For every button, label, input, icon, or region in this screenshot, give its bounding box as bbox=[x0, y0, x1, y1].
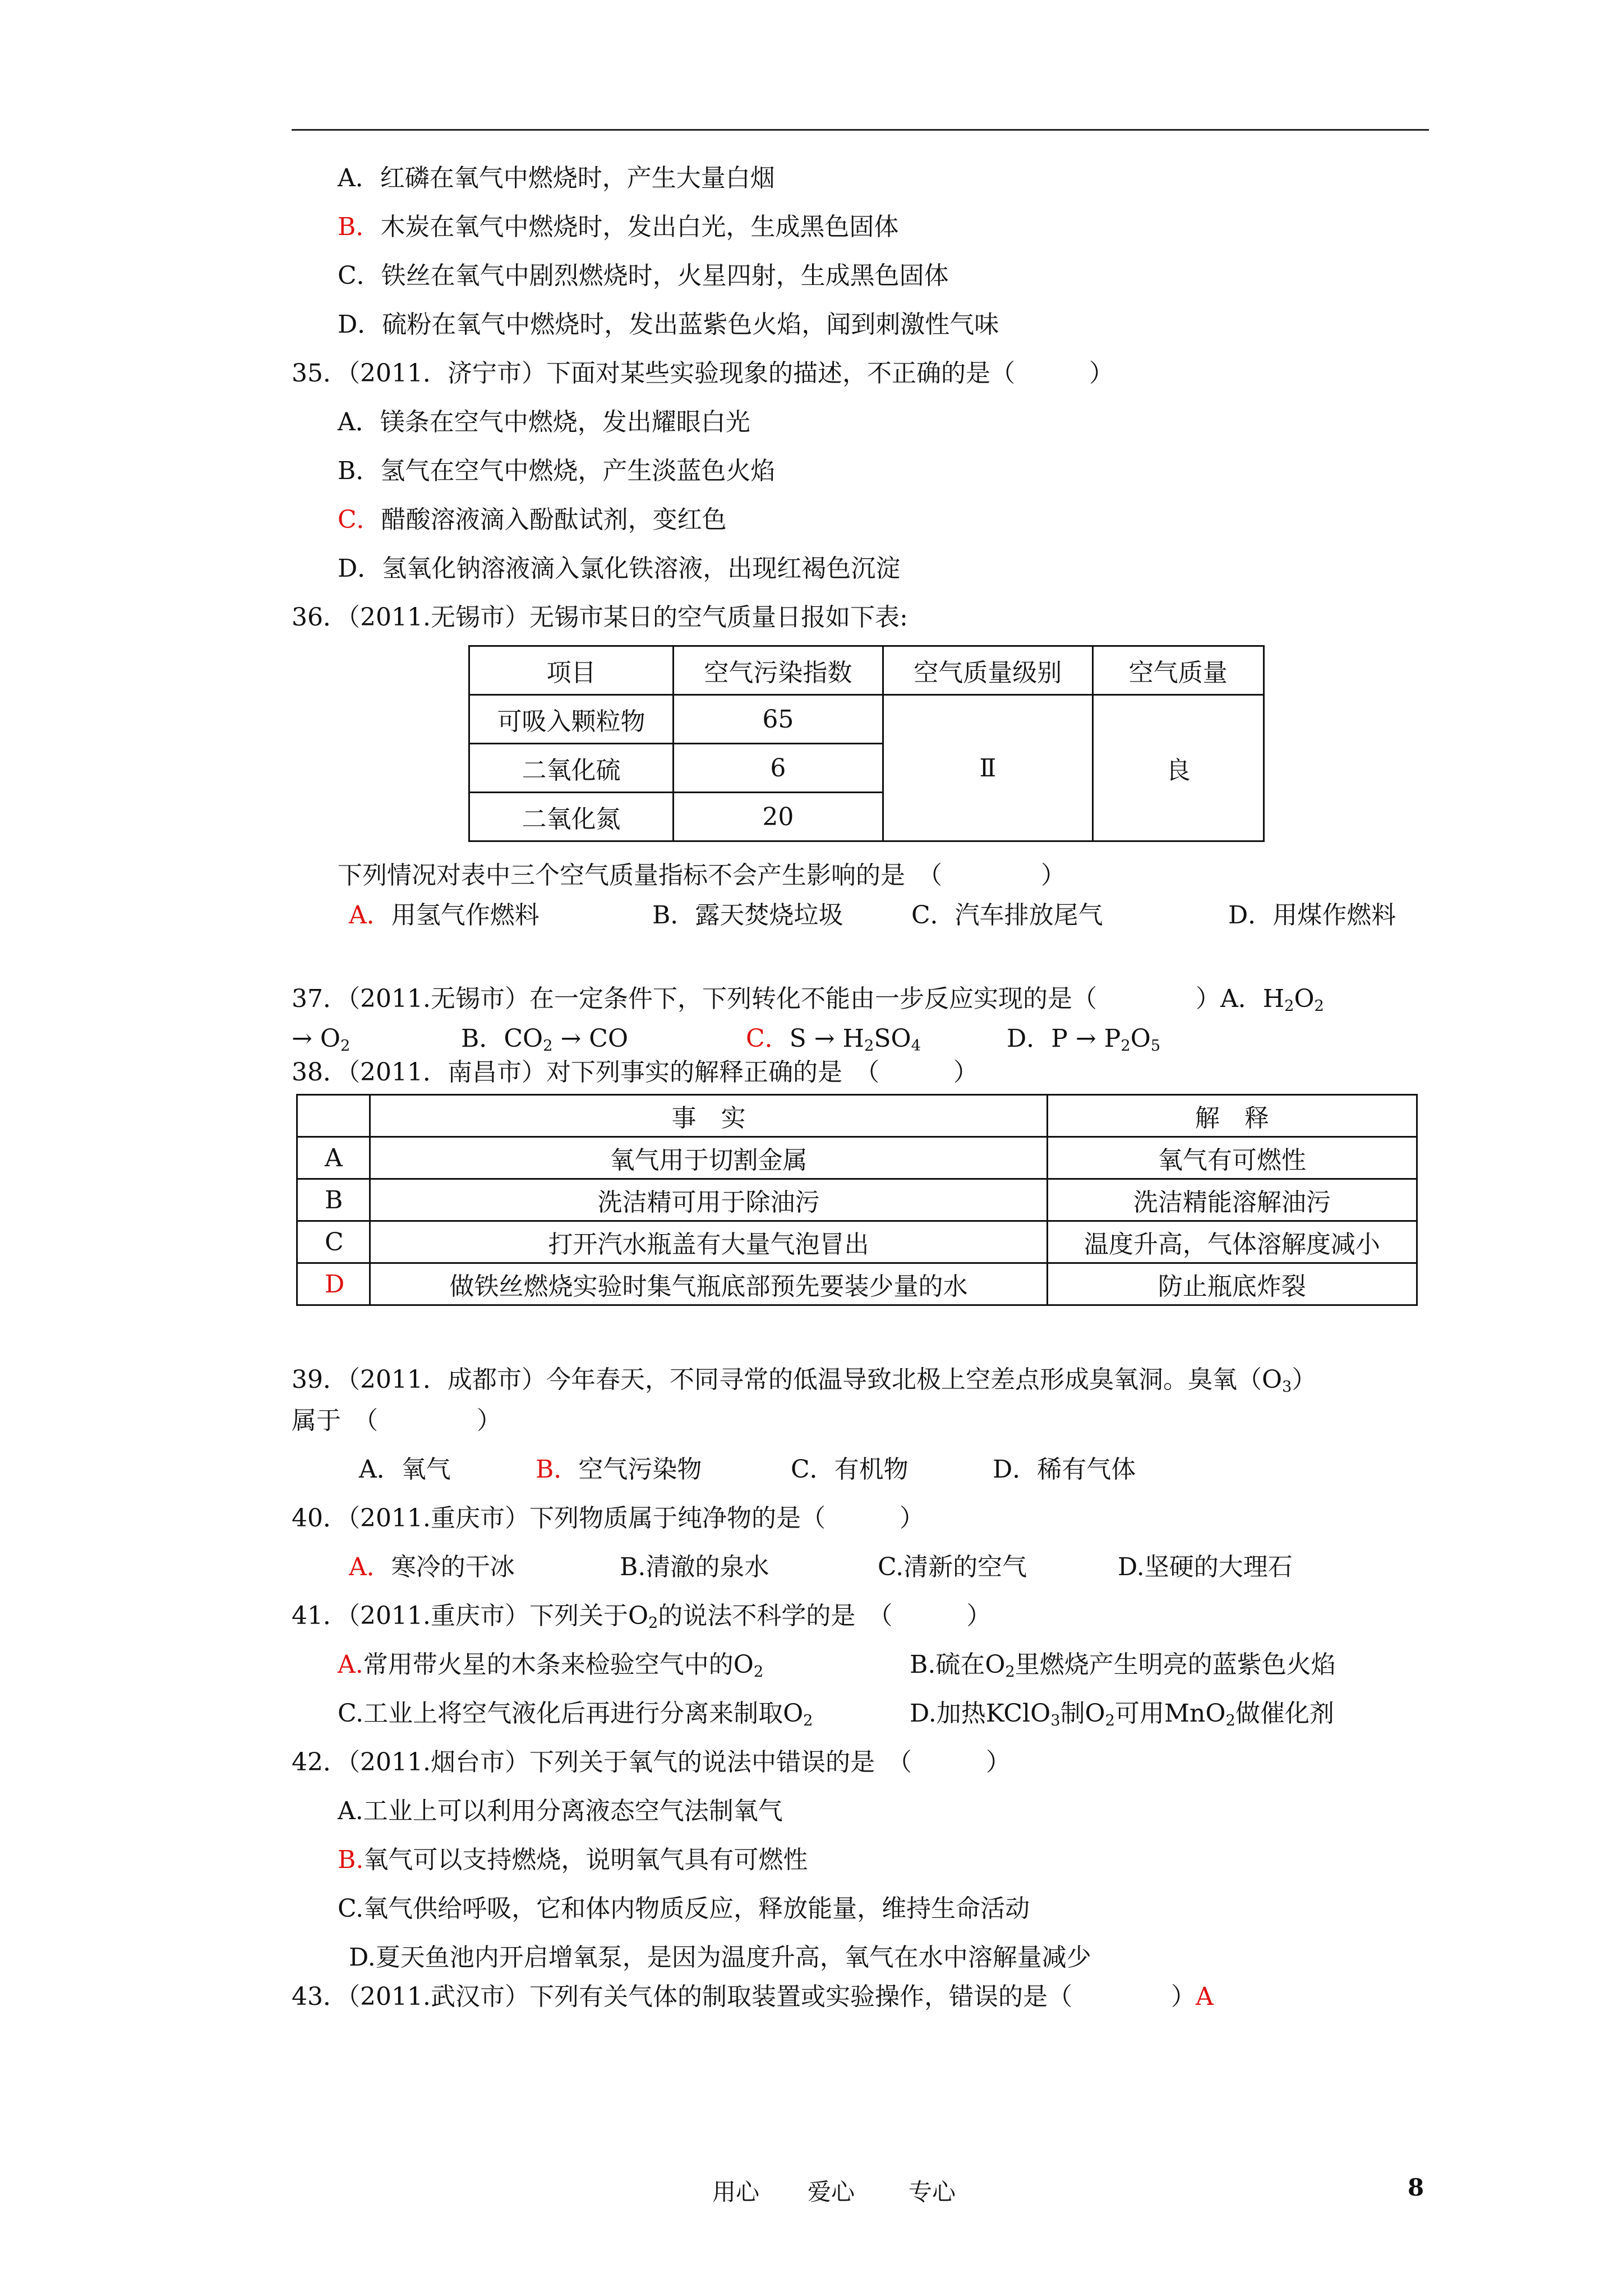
q37-option-b: B．$CO_2$ → CO bbox=[461, 1024, 629, 1055]
q42-option-c: C.氧气供给呼吸，它和体内物质反应，释放能量，维持生命活动 bbox=[338, 1894, 1030, 1923]
table-cell: 二氧化氮 bbox=[469, 793, 674, 841]
q41-option-b: B.硫在$O_2$里燃烧产生明亮的蓝紫色火焰 bbox=[910, 1650, 1336, 1681]
q38-stem: 38．（2011．南昌市）对下列事实的解释正确的是 （ ） bbox=[292, 1058, 978, 1087]
q36-question: 下列情况对表中三个空气质量指标不会产生影响的是 （ ） bbox=[338, 861, 1066, 890]
q39-stem-cont: 属于 （ ） bbox=[292, 1406, 501, 1435]
answer-mark: B． bbox=[338, 213, 381, 241]
q39-stem: 39．（2011．成都市）今年春天，不同寻常的低温导致北极上空差点形成臭氧洞。臭氧$(O_3)$ bbox=[292, 1365, 1317, 1396]
row-label: C bbox=[297, 1221, 370, 1263]
table-row bbox=[297, 1221, 1417, 1263]
answer-mark: A． bbox=[349, 901, 391, 930]
footer-slogan-2: 爱心 bbox=[808, 2178, 855, 2206]
table-header-row bbox=[297, 1095, 1417, 1137]
q35-option-b: B．氢气在空气中燃烧，产生淡蓝色火焰 bbox=[338, 457, 776, 485]
answer-mark: D bbox=[297, 1263, 370, 1305]
answer-mark: C． bbox=[746, 1024, 790, 1053]
q39-option-c: C．有机物 bbox=[791, 1455, 909, 1484]
fact-cell: 做铁丝燃烧实验时集气瓶底部预先要装少量的水 bbox=[370, 1263, 1047, 1305]
q36-stem: 36．（2011.无锡市）无锡市某日的空气质量日报如下表: bbox=[292, 603, 908, 632]
q40-stem: 40．（2011.重庆市）下列物质属于纯净物的是（ ） bbox=[292, 1504, 924, 1533]
q34-option-c: C．铁丝在氧气中剧烈燃烧时，火星四射，生成黑色固体 bbox=[338, 261, 949, 290]
fact-cell: 洗洁精可用于除油污 bbox=[370, 1179, 1047, 1221]
q36-option-c: C．汽车排放尾气 bbox=[911, 901, 1103, 930]
table-row bbox=[297, 1179, 1417, 1221]
header-rule bbox=[292, 129, 1429, 131]
air-quality-table bbox=[468, 645, 1265, 842]
q43-stem: 43．（2011.武汉市）下列有关气体的制取装置或实验操作，错误的是（ ）A bbox=[292, 1982, 1214, 2011]
q39-option-d: D．稀有气体 bbox=[993, 1455, 1136, 1484]
table-header-cell: 空气质量 bbox=[1092, 646, 1264, 695]
explanation-cell: 防止瓶底炸裂 bbox=[1047, 1263, 1417, 1305]
q35-option-d: D．氢氧化钠溶液滴入氯化铁溶液，出现红褐色沉淀 bbox=[338, 554, 901, 583]
answer-mark: B． bbox=[536, 1455, 579, 1484]
facts-explanations-table bbox=[296, 1094, 1418, 1306]
q41-option-a: A.常用带火星的木条来检验空气中的$O_2$ bbox=[338, 1650, 764, 1681]
explanation-cell: 温度升高，气体溶解度减小 bbox=[1047, 1221, 1417, 1263]
q40-option-a: A．寒冷的干冰 bbox=[349, 1553, 515, 1581]
table-cell: 6 bbox=[673, 744, 883, 793]
q42-stem: 42．（2011.烟台市）下列关于氧气的说法中错误的是 （ ） bbox=[292, 1748, 1011, 1777]
q40-option-d: D.坚硬的大理石 bbox=[1118, 1553, 1293, 1581]
table-header-cell: 事 实 bbox=[370, 1095, 1047, 1137]
q34-option-a: A．红磷在氧气中燃烧时，产生大量白烟 bbox=[338, 164, 775, 192]
table-row bbox=[469, 695, 1264, 744]
q35-option-a: A．镁条在空气中燃烧，发出耀眼白光 bbox=[338, 408, 750, 436]
answer-mark: A bbox=[1195, 1982, 1214, 2011]
table-cell: 可吸入颗粒物 bbox=[469, 695, 674, 744]
q34-option-b: B．木炭在氧气中燃烧时，发出白光，生成黑色固体 bbox=[338, 213, 899, 241]
q41-option-c: C.工业上将空气液化后再进行分离来制取$O_2$ bbox=[338, 1699, 813, 1729]
fact-cell: 氧气用于切割金属 bbox=[370, 1137, 1047, 1179]
page-number: 8 bbox=[1408, 2174, 1424, 2201]
q37-option-c: C．$S \to H_2SO_4$ bbox=[746, 1024, 921, 1055]
table-header-cell: 解 释 bbox=[1047, 1095, 1417, 1137]
q41-stem: 41．（2011.重庆市）下列关于$O_2$的说法不科学的是 （ ） bbox=[292, 1602, 992, 1632]
table-cell: 二氧化硫 bbox=[469, 744, 674, 793]
q35-option-c: C．醋酸溶液滴入酚酞试剂，变红色 bbox=[338, 505, 727, 534]
fact-cell: 打开汽水瓶盖有大量气泡冒出 bbox=[370, 1221, 1047, 1263]
table-row bbox=[297, 1263, 1417, 1305]
q42-option-a: A.工业上可以利用分离液态空气法制氧气 bbox=[338, 1797, 783, 1825]
answer-mark: B. bbox=[338, 1846, 364, 1874]
footer-slogan-3: 专心 bbox=[909, 2178, 956, 2206]
q42-option-b: B.氧气可以支持燃烧，说明氧气具有可燃性 bbox=[338, 1846, 808, 1874]
explanation-cell: 洗洁精能溶解油污 bbox=[1047, 1179, 1417, 1221]
q34-option-d: D．硫粉在氧气中燃烧时，发出蓝紫色火焰，闻到刺激性气味 bbox=[338, 310, 999, 339]
q36-option-b: B．露天焚烧垃圾 bbox=[652, 901, 843, 930]
footer-slogan-1: 用心 bbox=[712, 2178, 760, 2206]
q37-option-a-cont: → $O_2$ bbox=[292, 1024, 351, 1055]
table-header-cell: 项目 bbox=[469, 646, 674, 695]
q35-stem: 35．（2011．济宁市）下面对某些实验现象的描述，不正确的是（ ） bbox=[292, 359, 1114, 388]
q39-option-b: B．空气污染物 bbox=[536, 1455, 702, 1484]
q36-option-d: D．用煤作燃料 bbox=[1228, 901, 1396, 930]
air-quality-level-cell: Ⅱ bbox=[883, 695, 1092, 841]
table-header-cell: 空气污染指数 bbox=[673, 646, 883, 695]
row-label: A bbox=[297, 1137, 370, 1179]
answer-mark: A． bbox=[349, 1553, 391, 1581]
table-row bbox=[297, 1137, 1417, 1179]
explanation-cell: 氧气有可燃性 bbox=[1047, 1137, 1417, 1179]
q36-option-a: A．用氢气作燃料 bbox=[349, 901, 540, 930]
q40-option-b: B.清澈的泉水 bbox=[620, 1553, 769, 1581]
answer-mark: C． bbox=[338, 505, 381, 534]
q39-option-a: A．氧气 bbox=[359, 1455, 451, 1484]
table-header-row bbox=[469, 646, 1264, 695]
row-label: B bbox=[297, 1179, 370, 1221]
q37-option-d: D．$P \to P_2O_5$ bbox=[1007, 1024, 1161, 1055]
q40-option-c: C.清新的空气 bbox=[878, 1553, 1027, 1581]
table-header-cell bbox=[297, 1095, 370, 1137]
answer-mark: A. bbox=[338, 1650, 363, 1679]
q37-stem: 37．（2011.无锡市）在一定条件下，下列转化不能由一步反应实现的是（ ）A．$H_2O_2$ bbox=[292, 984, 1324, 1015]
table-cell: 65 bbox=[673, 695, 883, 744]
table-cell: 20 bbox=[673, 793, 883, 841]
air-quality-cell: 良 bbox=[1092, 695, 1264, 841]
q41-option-d: D.加热KClO$_3$制$O_2$可用MnO$_2$做催化剂 bbox=[910, 1699, 1334, 1729]
table-header-cell: 空气质量级别 bbox=[883, 646, 1092, 695]
q42-option-d: D.夏天鱼池内开启增氧泵，是因为温度升高，氧气在水中溶解量减少 bbox=[349, 1943, 1091, 1972]
